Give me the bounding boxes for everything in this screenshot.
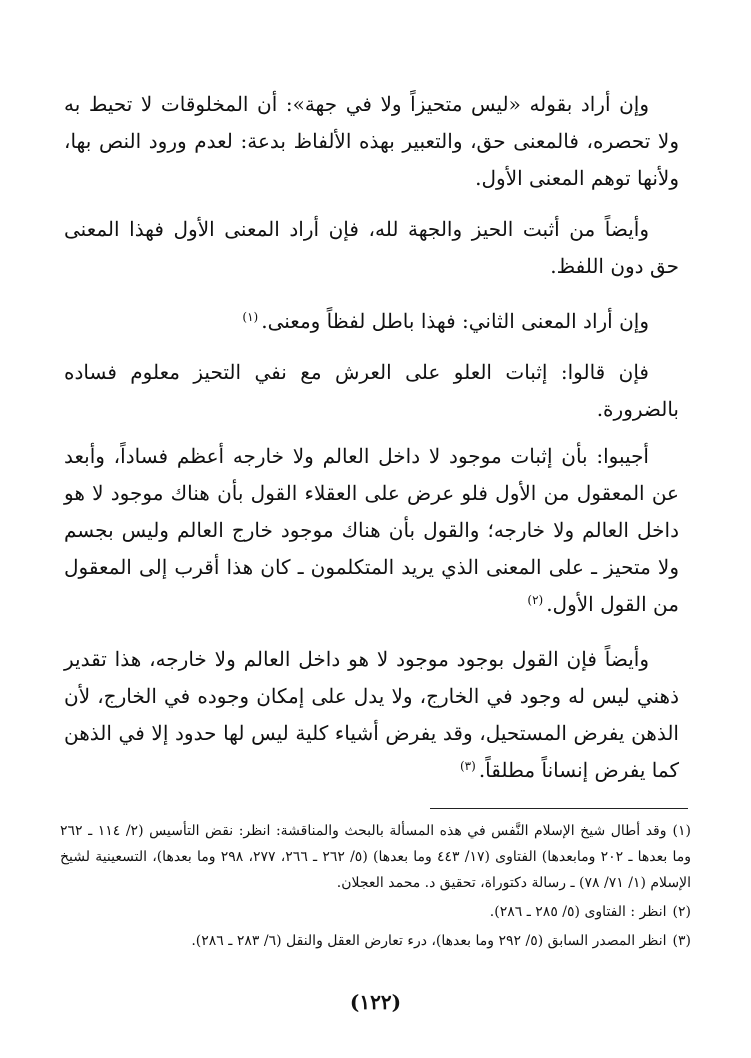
paragraph-3: وإن أراد المعنى الثاني: فهذا باطل لفظاً ومعنى.$^{(١)}$ — [242, 309, 649, 333]
footnote-text: وقد أطال شيخ الإسلام النَّفس في هذه المسألة بالبحث والمناقشة: انظر: نقض التأسيس (٢/ ١١٤ ـ ٢٦٢ وما بعدها ـ ٢٠٢ ومابعدها) الفتاوى (١٧/ ٤٤٣ وما بعدها) (٥/ ٢٦٢ ـ ٢٦٦، ٢٧٧، ٢٩٨ وما بعدها)، التسعينية لشيخ الإسلام (١/ ٧١/ ٧٨) ـ رسالة دكتوراة، تحقيق د. محمد العجلان. — [60, 823, 692, 891]
paragraph-4: فإن قالوا: إثبات العلو على العرش مع نفي التحيز معلوم فساده بالضرورة. — [64, 360, 679, 421]
footnote-text: انظر المصدر السابق (٥/ ٢٩٢ وما بعدها)، درء تعارض العقل والنقل (٦/ ٢٨٣ ـ ٢٨٦). — [191, 933, 667, 949]
paragraph-5: أجيبوا: بأن إثبات موجود لا داخل العالم ولا خارجه أعظم فساداً، وأبعد عن المعقول من الأول فلو عرض على العقلاء القول بأن هناك موجود لا هو داخل العالم ولا خارجه؛ والقول بأن هناك موجود خارج العالم وليس بجسم ولا متحيز ـ على المعنى الذي يريد المتكلمون ـ كان هذا أقرب إلى المعقول من القول الأول.$^{(٢)}$ — [64, 444, 679, 616]
footnote-2 — [60, 899, 691, 925]
footnote-1 — [60, 818, 691, 896]
footnote-number: (٢) — [672, 904, 691, 920]
footnote-3 — [60, 928, 691, 954]
paragraph-6: وأيضاً فإن القول بوجود موجود لا هو داخل العالم ولا خارجه، هذا تقدير ذهني ليس له وجود في الخارج، ولا يدل على إمكان وجوده في الخارج، لأن الذهن يفرض المستحيل، وقد يفرض أشياء كلية ليس لها حدود إلا في الذهن كما يفرض إنساناً مطلقاً.$^{(٣)}$ — [64, 647, 679, 782]
paragraph-1: وإن أراد بقوله «ليس متحيزاً ولا في جهة»: أن المخلوقات لا تحيط به ولا تحصره، فالمعنى حق، والتعبير بهذه الألفاظ بدعة: لعدم ورود النص بها، ولأنها توهم المعنى الأول. — [64, 92, 679, 190]
footnote-text: انظر : الفتاوى (٥/ ٢٨٥ ـ ٢٨٦). — [489, 904, 667, 920]
footnotes-section — [60, 818, 691, 957]
footnote-number: (٣) — [672, 933, 691, 949]
footnote-ref-1[interactable]: (١) — [242, 310, 259, 324]
footnote-ref-2[interactable]: (٢) — [527, 593, 544, 607]
footnote-ref-3[interactable]: (٣) — [459, 759, 476, 773]
paragraph-2: وأيضاً من أثبت الحيز والجهة لله، فإن أراد المعنى الأول فهذا المعنى حق دون اللفظ. — [64, 217, 679, 278]
footnote-number: (١) — [672, 823, 691, 839]
main-text — [64, 86, 679, 789]
footnote-divider — [430, 808, 688, 809]
page-number: (١٢٢) — [349, 990, 402, 1014]
